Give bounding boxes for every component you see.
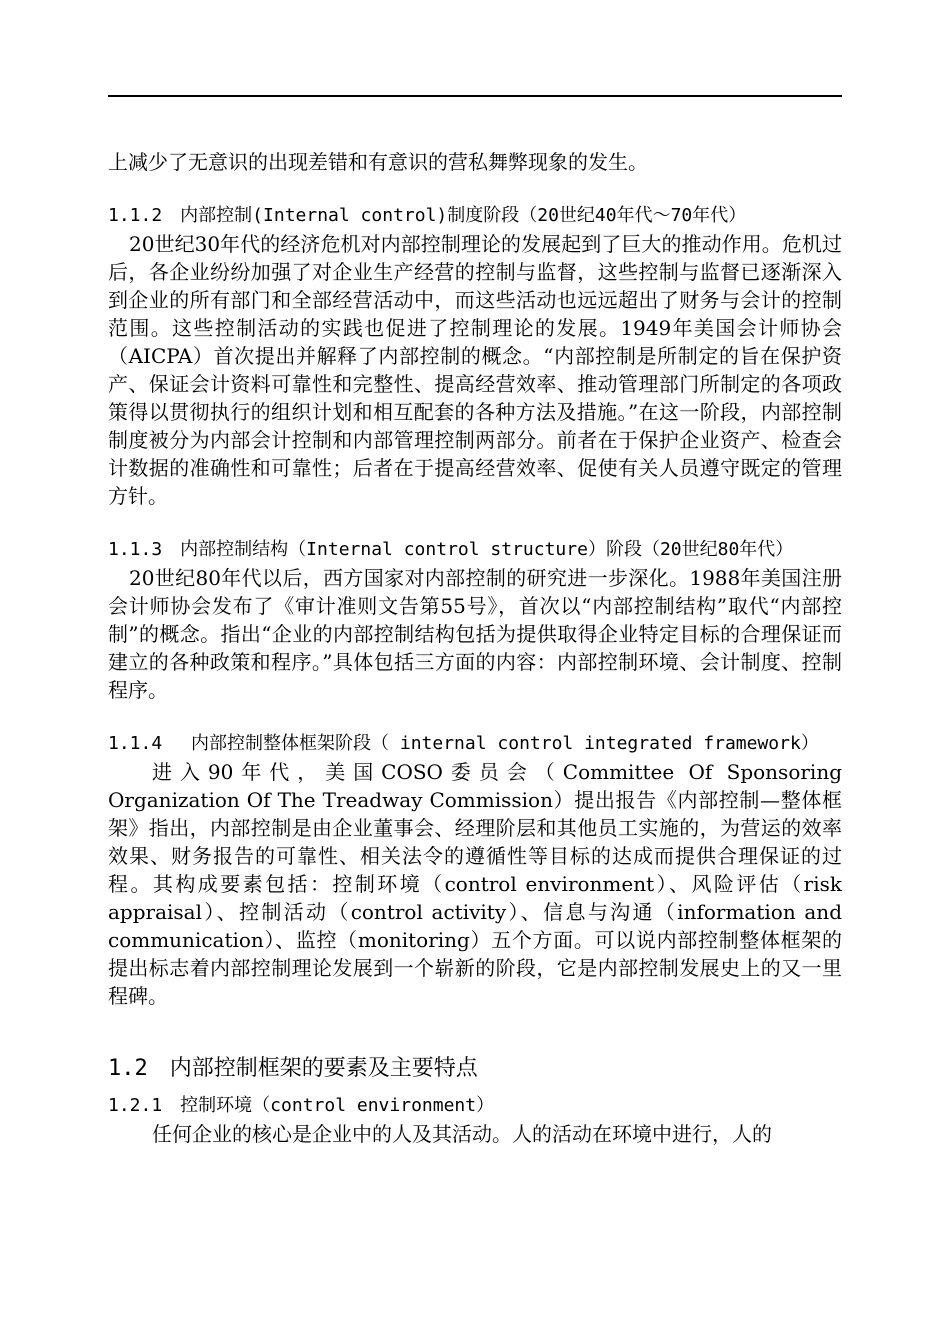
section-1-1-2-heading: 1.1.2 内部控制(Internal control)制度阶段（20世纪40年代～70年代） xyxy=(108,205,747,226)
section-1-2-heading: 1.2 内部控制框架的要素及主要特点 xyxy=(108,1056,478,1081)
continuation-paragraph: 上减少了无意识的出现差错和有意识的营私舞弊现象的发生。 xyxy=(108,150,648,174)
section-1-1-4-heading: 1.1.4 内部控制整体框架阶段（ internal control integrated framework） xyxy=(108,733,819,754)
section-1-2-1-heading: 1.2.1 控制环境（control environment） xyxy=(108,1095,495,1116)
section-1-2-1-paragraph: 任何企业的核心是企业中的人及其活动。人的活动在环境中进行，人的 xyxy=(152,1122,772,1146)
section-1-1-3-paragraph: 20世纪80年代以后，西方国家对内部控制的研究进一步深化。1988年美国注册会计师协会发布了《审计准则文告第55号》，首次以“内部控制结构”取代“内部控制”的概念。指出“企业的内部控制结构包括为提供取得企业特定目标的合理保证而建立的各种政策和程序。”具体包括三方面的内容：内部控制环境、会计制度、控制程序。 xyxy=(108,566,842,702)
header-rule xyxy=(108,95,842,97)
section-1-1-2-paragraph: 20世纪30年代的经济危机对内部控制理论的发展起到了巨大的推动作用。危机过后，各企业纷纷加强了对企业生产经营的控制与监督，这些控制与监督已逐渐深入到企业的所有部门和全部经营活动中，而这些活动也远远超出了财务与会计的控制范围。这些控制活动的实践也促进了控制理论的发展。1949年美国会计师协会（AICPA）首次提出并解释了内部控制的概念。“内部控制是所制定的旨在保护资产、保证会计资料可靠性和完整性、提高经营效率、推动管理部门所制定的各项政策得以贯彻执行的组织计划和相互配套的各种方法及措施。”在这一阶段，内部控制制度被分为内部会计控制和内部管理控制两部分。前者在于保护企业资产、检查会计数据的准确性和可靠性；后者在于提高经营效率、促使有关人员遵守既定的管理方针。 xyxy=(108,232,842,508)
section-1-1-3-heading: 1.1.3 内部控制结构（Internal control structure）阶段（20世纪80年代） xyxy=(108,539,794,560)
document-body xyxy=(108,148,842,1148)
section-1-1-4-paragraph: 进入90年代，美国COSO委员会（Committee Of Sponsoring Organization Of The Treadway Commission）提出报告《内部控制—整体框架》指出，内部控制是由企业董事会、经理阶层和其他员工实施的，为营运的效率效果、财务报告的可靠性、相关法令的遵循性等目标的达成而提供合理保证的过程。其构成要素包括：控制环境（control environment）、风险评估（risk appraisal）、控制活动（control activity）、信息与沟通（information and communication）、监控（monitoring）五个方面。可以说内部控制整体框架的提出标志着内部控制理论发展到一个崭新的阶段，它是内部控制发展史上的又一里程碑。 xyxy=(108,760,842,1008)
